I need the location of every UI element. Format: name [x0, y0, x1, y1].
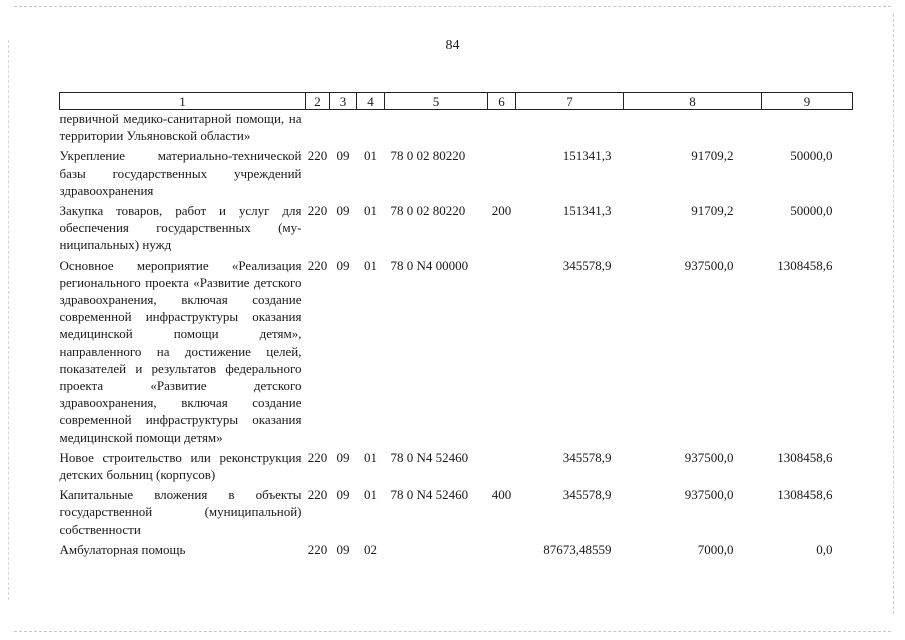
row-c7: 151341,3	[562, 148, 612, 164]
header-col-8: 8	[624, 93, 762, 110]
row-c2: 220	[307, 257, 328, 273]
header-col-6: 6	[488, 93, 516, 110]
row-c5: 78 0 02 80220	[390, 148, 466, 164]
row-name: Укрепление материально-технической базы государственных учреждений здравоохранения	[59, 148, 302, 198]
row-c6	[488, 110, 516, 148]
row-c5: 78 0 N4 52460	[390, 487, 469, 503]
row-c3: 09	[336, 541, 350, 557]
row-c7	[516, 110, 624, 148]
row-c4	[357, 110, 385, 148]
row-c2	[306, 110, 330, 148]
row-c6	[488, 147, 516, 202]
row-c9: 50000,0	[790, 148, 833, 164]
table-row	[60, 110, 853, 148]
row-name: Основное мероприятие «Реализация регионального проекта «Развитие детского здравоохранения, включая создание современной инфраструктуры оказания медицинской помощи детям», направленного на достижение целей, показателей и результатов федерального проекта «Развитие детского здравоохранения, включая создание современной инфраструктуры оказания медицинской помощи детям»	[59, 257, 302, 445]
row-c6: 200	[491, 203, 512, 219]
row-c3: 09	[336, 148, 350, 164]
row-name: Закупка товаров, работ и услуг для обеспечения государственных (муниципальных) нужд	[59, 203, 302, 253]
row-c2: 220	[307, 487, 328, 503]
row-c4: 01	[364, 487, 377, 503]
page-number: 84	[445, 38, 460, 53]
budget-table	[59, 92, 853, 558]
header-col-5: 5	[385, 93, 488, 110]
row-c4: 01	[364, 257, 377, 273]
row-c8: 937500,0	[684, 449, 734, 465]
row-name: Амбулаторная помощь	[59, 541, 186, 557]
row-c4: 01	[364, 148, 377, 164]
table-row	[60, 449, 853, 486]
row-c4: 01	[364, 203, 377, 219]
table-row	[60, 257, 853, 449]
row-c7: 87673,48559	[543, 541, 612, 557]
table-row	[60, 486, 853, 541]
row-c5	[385, 541, 488, 558]
row-c9: 0,0	[816, 541, 833, 557]
scan-edge-left	[8, 40, 9, 600]
row-c5: 78 0 N4 52460	[390, 449, 469, 465]
row-c6: 400	[491, 487, 512, 503]
row-c3: 09	[336, 203, 350, 219]
row-c5	[385, 110, 488, 148]
row-c5: 78 0 N4 00000	[390, 257, 469, 273]
row-c4: 01	[364, 449, 377, 465]
row-c9: 1308458,6	[777, 257, 833, 273]
row-c9: 50000,0	[790, 203, 833, 219]
row-c8: 7000,0	[697, 541, 734, 557]
row-name: Капитальные вложения в объекты государственной (муниципальной) собственности	[59, 487, 302, 537]
row-c6	[488, 449, 516, 486]
header-col-7: 7	[516, 93, 624, 110]
row-c2: 220	[307, 148, 328, 164]
row-c3	[330, 110, 357, 148]
row-c8: 91709,2	[691, 203, 734, 219]
row-c7: 345578,9	[562, 487, 612, 503]
row-c3: 09	[336, 257, 350, 273]
row-c6	[488, 541, 516, 558]
row-c7: 151341,3	[562, 203, 612, 219]
header-col-1: 1	[60, 93, 306, 110]
row-c9: 1308458,6	[777, 449, 833, 465]
row-c9: 1308458,6	[777, 487, 833, 503]
header-row	[60, 93, 853, 110]
row-c3: 09	[336, 449, 350, 465]
row-c8: 937500,0	[684, 487, 734, 503]
row-c7: 345578,9	[562, 449, 612, 465]
header-col-9: 9	[762, 93, 853, 110]
table-row	[60, 147, 853, 202]
row-name: первичной медико-санитарной помощи, на территории Ульяновской области»	[59, 111, 302, 144]
row-c2: 220	[307, 541, 328, 557]
row-c2: 220	[307, 449, 328, 465]
row-c8: 91709,2	[691, 148, 734, 164]
row-c7: 345578,9	[562, 257, 612, 273]
row-c8	[624, 110, 762, 148]
header-col-4: 4	[357, 93, 385, 110]
row-c3: 09	[336, 487, 350, 503]
header-col-3: 3	[330, 93, 357, 110]
row-name: Новое строительство или реконструкция детских больниц (корпусов)	[59, 449, 302, 483]
row-c9	[762, 110, 853, 148]
scan-edge-bottom	[14, 631, 891, 632]
scan-edge-top	[14, 6, 891, 7]
header-col-2: 2	[306, 93, 330, 110]
row-c5: 78 0 02 80220	[390, 203, 466, 219]
row-c6	[488, 257, 516, 449]
row-c4: 02	[364, 541, 377, 557]
table-row	[60, 202, 853, 257]
row-c2: 220	[307, 203, 328, 219]
row-c8: 937500,0	[684, 257, 734, 273]
table-row	[60, 541, 853, 558]
scan-edge-right	[893, 14, 894, 614]
